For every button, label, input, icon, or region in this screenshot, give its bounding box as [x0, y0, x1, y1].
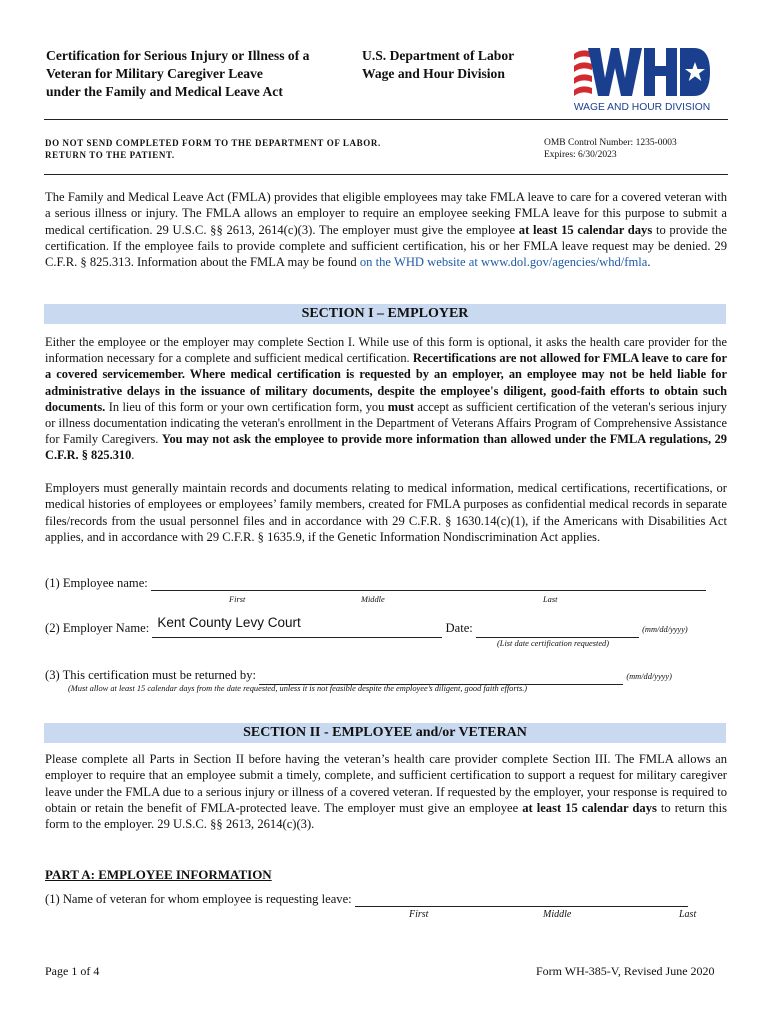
veteran-middle-label: Middle: [543, 909, 572, 920]
section-2-text-b: to return this form to the employer. 29 U.S.C. §§ 2613, 2614(c)(3).: [45, 800, 727, 832]
intro-text-b: to provide the certification. If the employee fails to provide complete and sufficient certification, his or her FMLA leave request may be denied. 29 C.F.R. § 825.313. Information about the FMLA may be found: [45, 222, 727, 270]
department-line: U.S. Department of Labor: [362, 48, 515, 63]
section-2-paragraph: [45, 751, 727, 832]
whd-website-link-2[interactable]: WHD website at www.dol.gov/agencies/whd/fmla: [393, 255, 648, 270]
veteran-last-label: Last: [679, 909, 697, 920]
page-number: Page 1 of 4: [45, 964, 100, 978]
whd-logo: [572, 44, 712, 114]
whd-logo-caption: WAGE AND HOUR DIVISION: [573, 102, 711, 113]
section-1-paragraph: [45, 334, 727, 464]
date-format-hint: (mm/dd/yyyy): [642, 625, 688, 634]
return-notice-line: RETURN TO THE PATIENT.: [45, 150, 175, 160]
section-1-must: must: [387, 399, 414, 414]
date-requested-caption: (List date certification requested): [497, 639, 610, 648]
omb-expiration: Expires: 6/30/2023: [544, 150, 617, 160]
header-rule-bottom: [44, 174, 728, 175]
section-1-bold: Recertifications are not allowed for FMLA leave to care for a covered servicemember. Where medical certification is requested by an employer, an employee may not be held liable for administrative delays in the issuance of military documents, despite the employee's diligent, good-faith efforts to obtain such documents.: [45, 351, 727, 414]
whd-logo-graphic: [572, 44, 712, 114]
form-title: [46, 47, 356, 101]
form-title-line: Veteran for Military Caregiver Leave: [46, 66, 263, 81]
employee-name-field[interactable]: [151, 576, 706, 591]
section-1-heading: SECTION I – EMPLOYER: [44, 304, 726, 324]
omb-control-number: OMB Control Number: 1235-0003: [544, 138, 677, 148]
department-name: [362, 47, 562, 83]
employee-last-label: Last: [543, 595, 558, 604]
veteran-first-label: First: [409, 909, 429, 920]
header-rule: [44, 119, 728, 120]
veteran-name-label: (1) Name of veteran for whom employee is requesting leave:: [45, 892, 352, 906]
intro-bold: at least 15 calendar days: [518, 222, 653, 237]
section-2-bold: at least 15 calendar days: [522, 800, 657, 815]
department-line: Wage and Hour Division: [362, 66, 505, 81]
return-by-label: (3) This certification must be returned by:: [45, 668, 257, 682]
employee-name-label: (1) Employee name:: [45, 576, 148, 590]
veteran-name-field[interactable]: [355, 892, 688, 907]
date-requested-field[interactable]: [476, 623, 639, 638]
employee-name-row: [45, 575, 706, 591]
employer-name-row: [45, 615, 688, 638]
section-1-text-b: In lieu of this form or your own certification form, you: [105, 399, 388, 414]
intro-end: .: [647, 255, 651, 270]
return-by-field[interactable]: [259, 670, 623, 685]
section-1-end: .: [131, 448, 135, 463]
intro-paragraph: [45, 189, 727, 270]
employer-name-value: Kent County Levy Court: [157, 615, 301, 630]
return-by-caption: (Must allow at least 15 calendar days from the date requested, unless it is not feasible despite the employee’s diligent, good faith efforts.): [68, 684, 528, 693]
form-revision: Form WH-385-V, Revised June 2020: [536, 964, 715, 978]
return-notice: [45, 137, 381, 161]
whd-website-link[interactable]: on the: [359, 255, 392, 270]
records-paragraph: Employers must generally maintain records and documents relating to medical information, medical certifications, recertifications, or medical histories of employees or employees’ family members, created for FMLA purposes as confidential medical records in separate files/records from the usual personnel files and in accordance with 29 C.F.R. § 1630.14(c)(1), if the Americans with Disabilities Act applies, and in accordance with 29 C.F.R. § 1635.9, if the Genetic Information Nondiscrimination Act applies.: [45, 481, 727, 544]
section-2-heading: SECTION II - EMPLOYEE and/or VETERAN: [44, 723, 726, 743]
form-title-line: Certification for Serious Injury or Illness of a: [46, 48, 310, 63]
return-notice-line: DO NOT SEND COMPLETED FORM TO THE DEPARTMENT OF LABOR.: [45, 138, 381, 148]
employer-name-field[interactable]: [152, 615, 442, 638]
section-1-bold-2: You may not ask the employee to provide more information than allowed under the FMLA regulations, 29 C.F.R. § 825.310: [45, 432, 728, 463]
section-2-text: Please complete all Parts in Section II before having the veteran’s health care provider complete Section III. The FMLA allows an employer to require that an employee submit a timely, complete, and sufficient certification to support a request for military caregiver leave under the FMLA due to a serious injury or illness of a covered veteran. If requested by the employer, your response is required to obtain or retain the benefit of FMLA-protected leave. The employer must give an employee: [45, 752, 727, 815]
return-by-row: [45, 667, 672, 685]
employee-first-label: First: [229, 595, 246, 604]
section-1-text-c: accept as sufficient certification of the veteran's serious injury or illness documentation indicating the veteran's enrollment in the Department of Veterans Affairs Program of Comprehensive Assistance for Family Caregivers.: [45, 399, 727, 447]
date-label: Date:: [445, 621, 473, 635]
employee-middle-label: Middle: [361, 595, 385, 604]
return-by-format-hint: (mm/dd/yyyy): [626, 672, 672, 681]
omb-info: [544, 137, 677, 161]
part-a-heading: PART A: EMPLOYEE INFORMATION: [45, 867, 272, 882]
intro-text: The Family and Medical Leave Act (FMLA) provides that eligible employees may take FMLA leave to care for a covered veteran with a serious illness or injury. The FMLA allows an employer to require an employee seeking FMLA leave for this purpose to submit a medical certification. 29 U.S.C. §§ 2613, 2614(c)(3). The employer must give the employee: [45, 190, 727, 237]
veteran-name-row: [45, 891, 688, 907]
employer-name-label: (2) Employer Name:: [45, 621, 150, 635]
form-title-line: under the Family and Medical Leave Act: [46, 84, 283, 99]
section-1-text: Either the employee or the employer may complete Section I. While use of this form is optional, it asks the health care provider for the information necessary for a complete and sufficient medical certification.: [45, 335, 727, 366]
